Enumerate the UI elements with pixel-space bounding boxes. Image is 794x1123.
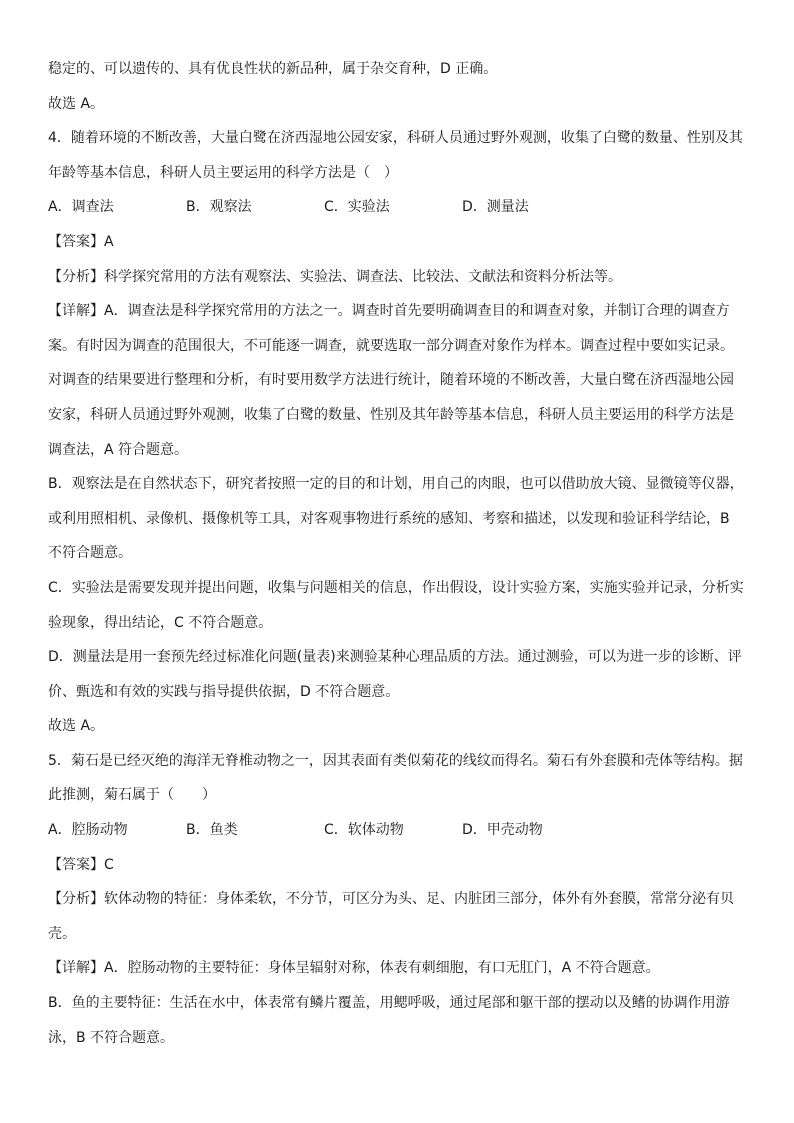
question-4-stem: 4．随着环境的不断改善，大量白鹭在济西湿地公园安家，科研人员通过野外观测，收集了白鹭的数量、性别及其 [48,130,743,147]
option-b: B．鱼类 [186,822,238,839]
explanation-line: 安家，科研人员通过野外观测，收集了白鹭的数量、性别及其年龄等基本信息，科研人员主要运用的科学方法是 [48,406,734,423]
explanation-line: 调查法，A 符合题意。 [48,441,189,458]
explanation-line: 【详解】A．调查法是科学探究常用的方法之一。调查时首先要明确调查目的和调查对象，并制订合理的调查方 [48,303,730,320]
option-d: D．测量法 [462,199,529,216]
explanation-line: 案。有时因为调查的范围很大，不可能逐一调查，就要选取一部分调查对象作为样本。调查过程中要如实记录。 [48,337,734,354]
explanation-line: 或利用照相机、录像机、摄像机等工具，对客观事物进行系统的感知、考察和描述，以发现和验证科学结论，B [48,510,730,527]
answer-line: 【答案】C [48,856,114,873]
question-5-stem: 此推测，菊石属于（ ） [48,787,216,804]
option-c: C．实验法 [324,199,390,216]
explanation-line: 验现象，得出结论，C 不符合题意。 [48,614,273,631]
explanation-line: B．鱼的主要特征：生活在水中，体表常有鳞片覆盖，用鳃呼吸，通过尾部和躯干部的摆动以及鳍的协调作用游 [48,995,730,1012]
option-d: D．甲壳动物 [462,822,543,839]
explanation-line: C．实验法是需要发现并提出问题，收集与问题相关的信息，作出假设，设计实验方案，实施实验并记录，分析实 [48,579,744,596]
explanation-line: 对调查的结果要进行整理和分析，有时要用数学方法进行统计，随着环境的不断改善，大量白鹭在济西湿地公园 [48,372,734,389]
question-5-stem: 5．菊石是已经灭绝的海洋无脊椎动物之一，因其表面有类似菊花的线纹而得名。菊石有外套膜和壳体等结构。据 [48,752,743,769]
text-line: 稳定的、可以遗传的、具有优良性状的新品种，属于杂交育种，D 正确。 [48,61,498,77]
explanation-line: 不符合题意。 [48,545,132,562]
question-4-stem: 年龄等基本信息，科研人员主要运用的科学方法是（ ） [48,164,398,181]
explanation-line: B．观察法是在自然状态下，研究者按照一定的目的和计划，用自己的肉眼，也可以借助放大镜、显微镜等仪器， [48,476,744,493]
analysis-line: 壳。 [48,925,76,942]
choice-line: 故选 A。 [48,718,105,735]
question-5-options [48,813,748,848]
explanation-line: D．测量法是用一套预先经过标准化问题(量表)来测验某种心理品质的方法。通过测验，可以为进一步的诊断、评 [48,649,742,666]
option-b: B．观察法 [186,199,252,216]
answer-line: 【答案】A [48,233,114,250]
question-4-options [48,190,748,225]
document-page [48,52,748,1055]
text-line: 故选 A。 [48,95,105,112]
option-a: A．调查法 [48,199,114,216]
explanation-line: 【详解】A．腔肠动物的主要特征：身体呈辐射对称，体表有刺细胞，有口无肛门，A 不符合题意。 [48,960,660,977]
explanation-line: 泳，B 不符合题意。 [48,1029,175,1046]
explanation-line: 价、甄选和有效的实践与指导提供依据，D 不符合题意。 [48,683,400,700]
option-c: C．软体动物 [324,822,404,839]
analysis-line: 【分析】软体动物的特征：身体柔软，不分节，可区分为头、足、内脏团三部分，体外有外套膜，常常分泌有贝 [48,891,734,908]
analysis-line: 【分析】科学探究常用的方法有观察法、实验法、调查法、比较法、文献法和资料分析法等。 [48,268,622,285]
option-a: A．腔肠动物 [48,822,128,839]
